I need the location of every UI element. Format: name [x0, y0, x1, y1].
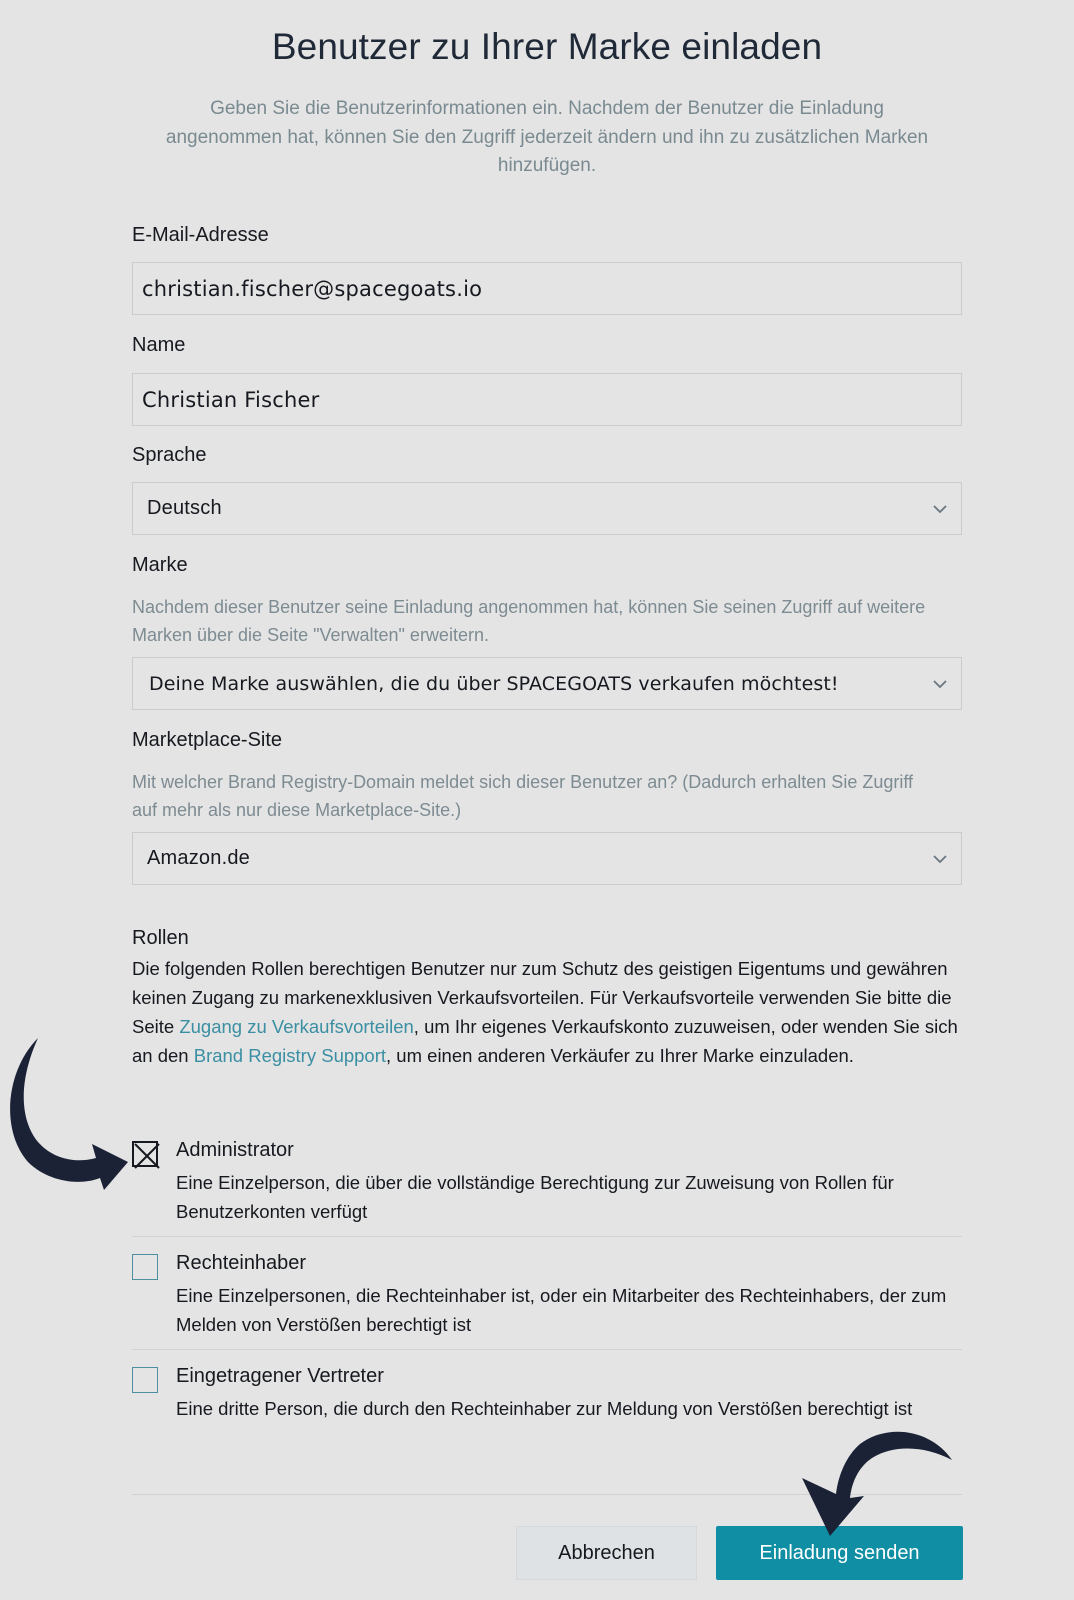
- marketplace-selected-value: Amazon.de: [147, 847, 250, 869]
- language-selected-value: Deutsch: [147, 497, 222, 519]
- email-label: E-Mail-Adresse: [132, 224, 269, 246]
- name-value: Christian Fischer: [142, 387, 320, 412]
- roles-description-text-1: Die folgenden Rollen berechtigen Benutzer nur zum Schutz des geistigen Eigentums und gewähren keinen Zugang zu markenexklusiven Verkaufsvorteilen. Für Verkaufsvorteile verwenden Sie bitte die Seite: [132, 958, 952, 1037]
- roles-description: [132, 954, 962, 1070]
- roles-label: Rollen: [132, 927, 189, 949]
- brand-selected-value: Deine Marke auswählen, die du über SPACEGOATS verkaufen möchtest!: [149, 672, 839, 695]
- brand-label: Marke: [132, 554, 188, 576]
- role-divider: [132, 1236, 962, 1237]
- cancel-button[interactable]: Abbrechen: [516, 1526, 697, 1580]
- marketplace-select[interactable]: [132, 832, 962, 885]
- rights-owner-checkbox[interactable]: [132, 1254, 158, 1280]
- role-title: Administrator: [176, 1139, 294, 1161]
- chevron-down-icon: [931, 850, 949, 868]
- role-description: Eine Einzelpersonen, die Rechteinhaber ist, oder ein Mitarbeiter des Rechteinhabers, der zum Melden von Verstößen berechtigt ist: [176, 1285, 947, 1335]
- brand-select[interactable]: [132, 657, 962, 710]
- selling-benefits-link[interactable]: Zugang zu Verkaufsvorteilen: [179, 1016, 414, 1037]
- send-invitation-button[interactable]: Einladung senden: [716, 1526, 963, 1580]
- brand-registry-support-link[interactable]: Brand Registry Support: [193, 1045, 387, 1066]
- registered-agent-checkbox[interactable]: [132, 1367, 158, 1393]
- role-title: Rechteinhaber: [176, 1252, 307, 1274]
- name-label: Name: [132, 334, 186, 356]
- role-description: Eine Einzelperson, die über die vollständige Berechtigung zur Zuweisung von Rollen für Benutzerkonten verfügt: [176, 1172, 894, 1222]
- marketplace-label: Marketplace-Site: [132, 729, 283, 751]
- curved-arrow-icon: [790, 1424, 960, 1544]
- curved-arrow-icon: [0, 1030, 140, 1200]
- chevron-down-icon: [931, 500, 949, 518]
- name-field[interactable]: [132, 373, 962, 426]
- roles-description-text-3: , um einen anderen Verkäufer zu Ihrer Marke einzuladen.: [386, 1045, 854, 1066]
- role-divider: [132, 1349, 962, 1350]
- roles-description-text-2: , um Ihr eigenes Verkaufskonto zuzuweisen, oder wenden Sie sich an den: [132, 1016, 958, 1066]
- role-description: Eine dritte Person, die durch den Rechteinhaber zur Meldung von Verstößen berechtigt ist: [176, 1398, 913, 1419]
- brand-hint: Nachdem dieser Benutzer seine Einladung angenommen hat, können Sie seinen Zugriff auf weitere Marken über die Seite "Verwalten" erweitern.: [132, 597, 926, 645]
- chevron-down-icon: [931, 675, 949, 693]
- email-value: christian.fischer@spacegoats.io: [142, 276, 483, 301]
- email-field[interactable]: [132, 262, 962, 315]
- role-title: Eingetragener Vertreter: [176, 1365, 384, 1387]
- language-label: Sprache: [132, 444, 207, 466]
- page-intro: Geben Sie die Benutzerinformationen ein. Nachdem der Benutzer die Einladung angenommen hat, können Sie den Zugriff jederzeit ändern und ihn zu zusätzlichen Marken hinzufügen.: [165, 98, 929, 176]
- page-title: Benutzer zu Ihrer Marke einladen: [271, 26, 823, 67]
- language-select[interactable]: [132, 482, 962, 535]
- marketplace-hint: Mit welcher Brand Registry-Domain meldet sich dieser Benutzer an? (Dadurch erhalten Sie Zugriff auf mehr als nur diese Marketplace-Site.): [132, 772, 914, 820]
